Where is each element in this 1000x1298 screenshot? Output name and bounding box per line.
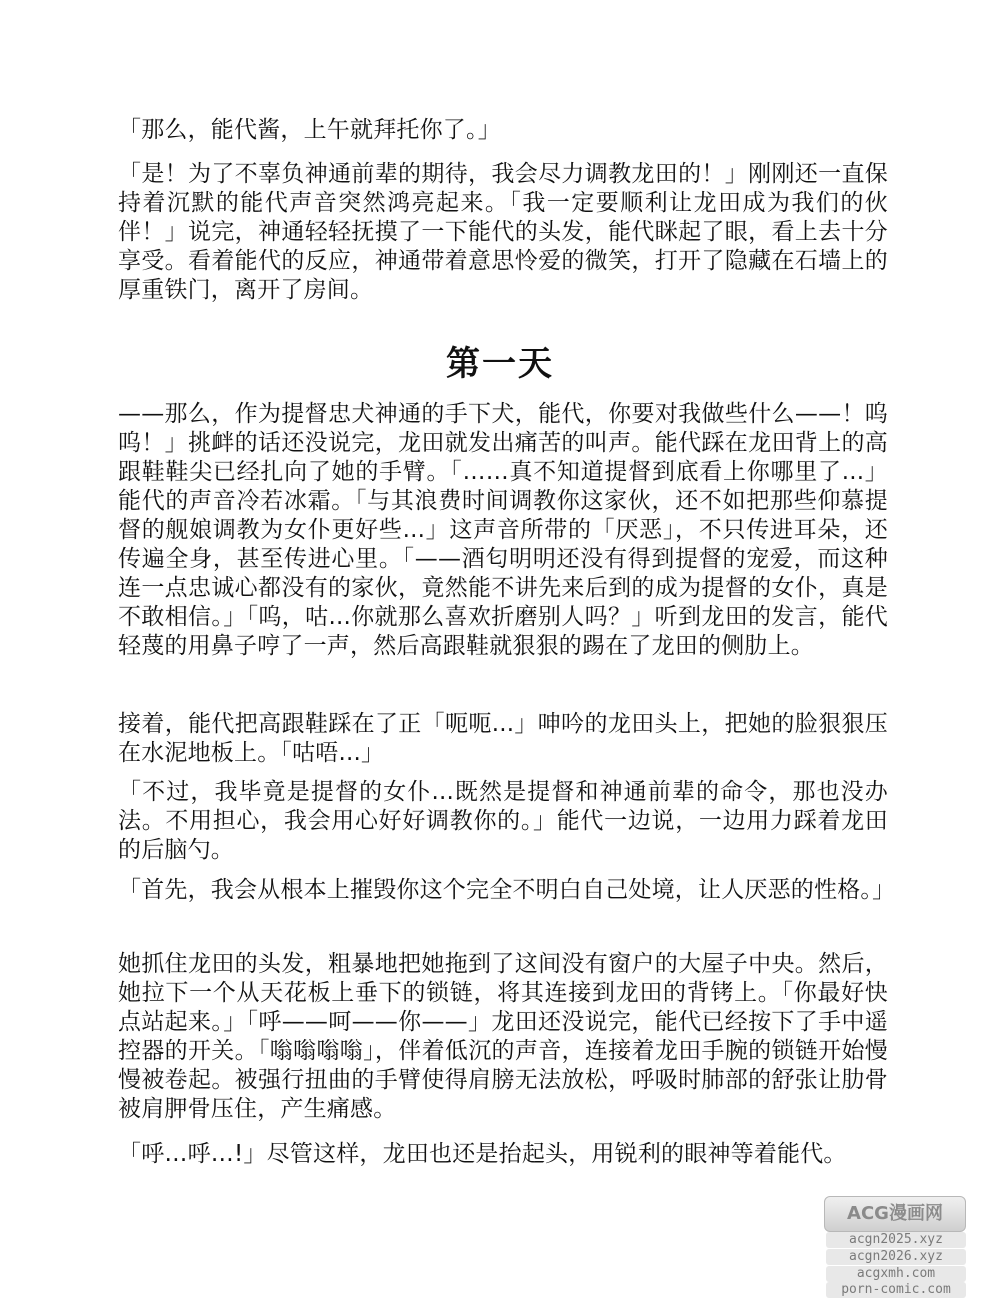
watermark-url: porn-comic.com	[826, 1282, 966, 1298]
paragraph: 「那么，能代酱，上午就拜托你了。」	[118, 117, 501, 143]
paragraph: 「呼…呼…!」尽管这样，龙田也还是抬起头，用锐利的眼神等着能代。	[118, 1141, 847, 1167]
watermark-url: acgn2026.xyz	[826, 1249, 966, 1265]
paragraph: 「首先，我会从根本上摧毁你这个完全不明白自己处境，让人厌恶的性格。」	[118, 877, 896, 903]
paragraph: 接着，能代把高跟鞋踩在了正「呃呃...」呻吟的龙田头上，把她的脸狠狠压在水泥地板上。「咕唔...」	[118, 711, 888, 766]
paragraph: 她抓住龙田的头发，粗暴地把她拖到了这间没有窗户的大屋子中央。然后，她拉下一个从天花板上垂下的锁链，将其连接到龙田的背铐上。「你最好快点站起来。」「呼——呵——你——」龙田还没说完，能代已经按下了手中遥控器的开关。「嗡嗡嗡嗡」，伴着低沉的声音，连接着龙田手腕的锁链开始慢慢被卷起。被强行扭曲的手臂使得肩膀无法放松，呼吸时肺部的舒张让肋骨被肩胛骨压住，产生痛感。	[118, 951, 888, 1122]
watermark-logo: ACG漫画网	[824, 1196, 966, 1232]
paragraph: 「是！为了不辜负神通前辈的期待，我会尽力调教龙田的！」刚刚还一直保持着沉默的能代声音突然鸿亮起来。「我一定要顺利让龙田成为我们的伙伴！」说完，神通轻轻抚摸了一下能代的头发，能代眯起了眼，看上去十分享受。看着能代的反应，神通带着意思怜爱的微笑，打开了隐藏在石墙上的厚重铁门，离开了房间。	[118, 161, 888, 303]
watermark-url: acgn2025.xyz	[826, 1232, 966, 1248]
paragraph: 「不过，我毕竟是提督的女仆...既然是提督和神通前辈的命令，那也没办法。不用担心，我会用心好好调教你的。」能代一边说，一边用力踩着龙田的后脑勺。	[118, 779, 888, 863]
paragraph: ——那么，作为提督忠犬神通的手下犬，能代，你要对我做些什么——！呜呜！」挑衅的话还没说完，龙田就发出痛苦的叫声。能代踩在龙田背上的高跟鞋鞋尖已经扎向了她的手臂。「……真不知道提督到底看上你哪里了...」能代的声音冷若冰霜。「与其浪费时间调教你这家伙，还不如把那些仰慕提督的舰娘调教为女仆更好些...」这声音所带的「厌恶」，不只传进耳朵，还传遍全身，甚至传进心里。「——酒匂明明还没有得到提督的宠爱，而这种连一点忠诚心都没有的家伙，竟然能不讲先来后到的成为提督的女仆，真是不敢相信。」「呜，咕...你就那么喜欢折磨别人吗？」听到龙田的发言，能代轻蔑的用鼻子哼了一声，然后高跟鞋就狠狠的踢在了龙田的侧肋上。	[118, 401, 888, 659]
watermark	[826, 1196, 966, 1297]
chapter-title: 第一天	[446, 344, 554, 384]
watermark-url: acgxmh.com	[826, 1266, 966, 1282]
